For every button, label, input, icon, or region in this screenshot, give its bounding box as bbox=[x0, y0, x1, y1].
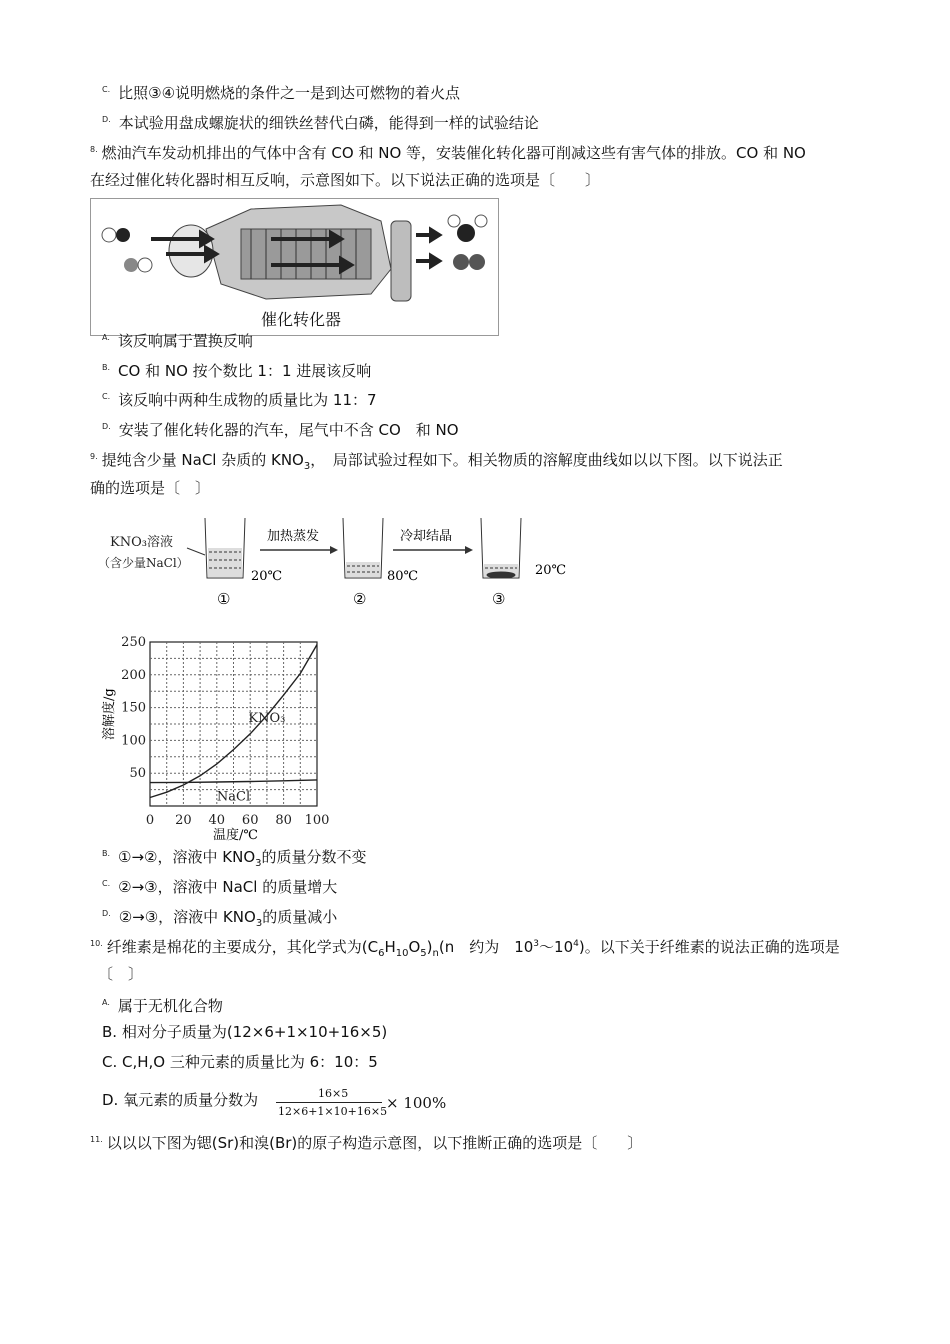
q8-option-d bbox=[102, 417, 459, 440]
atom-icon bbox=[124, 258, 138, 272]
q10-stem-line1: $^{10.}$ 纤维素是棉花的主要成分，其化学式为$(C_6H_{10}O_5)_n(n$ 约为 $10^3\sim 10^4$)。以下关于纤维素的说法正确的选项是 bbox=[90, 938, 840, 959]
q9-option-c: $^{C.}$ ②→③，溶液中 NaCl 的质量增大 bbox=[102, 878, 338, 896]
y-tick-label: 250 bbox=[121, 635, 146, 650]
option-marker: D. bbox=[102, 115, 111, 124]
option-text: 本试验用盘成螺旋状的细铁丝替代白磷，能得到一样的试验结论 bbox=[118, 114, 539, 132]
x-tick-label: 0 bbox=[145, 813, 155, 828]
x-tick-label: 40 bbox=[208, 813, 226, 828]
fraction-bar bbox=[276, 1102, 382, 1103]
q8-option-b bbox=[102, 358, 371, 381]
option-marker: A. bbox=[102, 333, 110, 342]
atom-icon bbox=[448, 215, 460, 227]
svg-text:加热蒸发: 加热蒸发 bbox=[267, 529, 320, 544]
atom-icon bbox=[138, 258, 152, 272]
beaker-2 bbox=[343, 518, 383, 578]
fraction-denominator: 12×6+1×10+16×5 bbox=[278, 1105, 388, 1118]
question-number: 8. bbox=[90, 145, 98, 154]
svg-text:冷却结晶: 冷却结晶 bbox=[400, 529, 453, 544]
atom-icon bbox=[469, 254, 485, 270]
fraction-numerator: 16×5 bbox=[318, 1087, 349, 1100]
atom-icon bbox=[102, 228, 116, 242]
question-number: 9. bbox=[90, 452, 98, 461]
option-marker: D. bbox=[102, 422, 111, 431]
q10-option-b: B. 相对分子质量为(12×6+1×10+16×5) bbox=[102, 1023, 388, 1041]
x-tick-label: 20 bbox=[175, 813, 192, 828]
q10-option-a: $^{A.}$ 属于无机化合物 bbox=[102, 997, 223, 1015]
atom-icon bbox=[457, 224, 475, 242]
solubility-chart bbox=[95, 630, 345, 845]
q8-option-c bbox=[102, 387, 377, 410]
purification-process-figure bbox=[95, 510, 585, 610]
option-marker: C. bbox=[102, 392, 111, 401]
y-tick-label: 100 bbox=[121, 733, 146, 749]
svg-text:20℃: 20℃ bbox=[251, 569, 283, 584]
atom-icon bbox=[453, 254, 469, 270]
y-tick-label: 50 bbox=[129, 766, 146, 782]
option-marker: C. bbox=[102, 879, 111, 888]
q8-stem-line2: 在经过催化转化器时相互反响，示意图如下。以下说法正确的选项是〔 〕 bbox=[90, 171, 601, 189]
q9-stem-line2: 确的选项是〔 〕 bbox=[90, 479, 211, 497]
y-tick-label: 150 bbox=[121, 700, 146, 716]
svg-text:20℃: 20℃ bbox=[535, 563, 567, 578]
question-number: 11. bbox=[90, 1135, 103, 1144]
catalytic-converter-figure bbox=[90, 198, 499, 336]
q9-stem-line1: $^{9.}$ 提纯含少量 NaCl 杂质的 $KNO_3$， 局部试验过程如下。相关物质的溶解度曲线如以以下图。以下说法正 bbox=[90, 451, 783, 472]
beaker-label: ② bbox=[353, 590, 367, 608]
svg-text:80℃: 80℃ bbox=[387, 569, 419, 584]
beaker-label: ③ bbox=[492, 590, 506, 608]
q7-option-d bbox=[102, 110, 539, 133]
option-text: 该反响中两种生成物的质量比为 11：7 bbox=[118, 391, 377, 409]
series-line-nacl bbox=[150, 780, 317, 783]
option-text: 该反响属于置换反响 bbox=[117, 332, 253, 350]
series-label: NaCl bbox=[216, 789, 251, 805]
x-axis-label: 温度/℃ bbox=[213, 828, 258, 843]
converter-drawing bbox=[91, 199, 498, 335]
percent-factor: × 100% bbox=[386, 1094, 447, 1112]
q10-stem-line2: 〔 〕 bbox=[98, 965, 144, 983]
option-text: 比照③④说明燃烧的条件之一是到达可燃物的着火点 bbox=[118, 84, 461, 102]
impurity-label: （含少量NaCl） bbox=[98, 556, 189, 570]
beaker-3 bbox=[481, 518, 521, 578]
option-marker: A. bbox=[102, 998, 110, 1007]
arrow-right-icon bbox=[330, 546, 338, 554]
atom-icon bbox=[116, 228, 130, 242]
y-tick-label: 200 bbox=[121, 667, 146, 683]
figure-caption: 催化转化器 bbox=[261, 310, 342, 329]
q10-option-c: C. C,H,O 三种元素的质量比为 6：10：5 bbox=[102, 1053, 378, 1071]
q7-option-c bbox=[102, 80, 460, 103]
q10-option-d: D. 氧元素的质量分数为 bbox=[102, 1091, 259, 1109]
q11-stem: $^{11.}$ 以以以下图为锶(Sr)和溴(Br)的原子构造示意图，以下推断正确的选项是〔 〕 bbox=[90, 1134, 643, 1152]
beaker-label: ① bbox=[217, 590, 231, 608]
x-tick-label: 100 bbox=[304, 813, 330, 828]
q8-option-a bbox=[102, 328, 253, 351]
option-marker: C. bbox=[102, 85, 111, 94]
y-axis-label: 溶解度/g bbox=[102, 688, 117, 740]
option-text: CO 和 NO 按个数比 1：1 进展该反响 bbox=[118, 362, 372, 380]
option-text: 安装了催化转化器的汽车，尾气中不含 CO 和 NO bbox=[118, 421, 459, 439]
series-label: KNO₃ bbox=[248, 710, 286, 726]
option-marker: D. bbox=[102, 909, 111, 918]
atom-icon bbox=[475, 215, 487, 227]
q8-stem-line1: $^{8.}$ 燃油汽车发动机排出的气体中含有 CO 和 NO 等，安装催化转化器可削减这些有害气体的排放。CO 和 NO bbox=[90, 144, 806, 162]
option-marker: B. bbox=[102, 363, 111, 372]
x-tick-label: 60 bbox=[241, 813, 259, 828]
question-number: 10. bbox=[90, 939, 103, 948]
option-marker: B. bbox=[102, 849, 111, 858]
solution-label: KNO₃溶液 bbox=[110, 535, 173, 550]
arrow-right-icon bbox=[465, 546, 473, 554]
beaker-1 bbox=[205, 518, 245, 578]
x-tick-label: 80 bbox=[275, 813, 292, 828]
q9-option-b: $^{B.}$ ①→②，溶液中 $KNO_3$的质量分数不变 bbox=[102, 848, 367, 869]
q9-option-d: $^{D.}$ ②→③，溶液中 $KNO_3$的质量减小 bbox=[102, 908, 338, 929]
